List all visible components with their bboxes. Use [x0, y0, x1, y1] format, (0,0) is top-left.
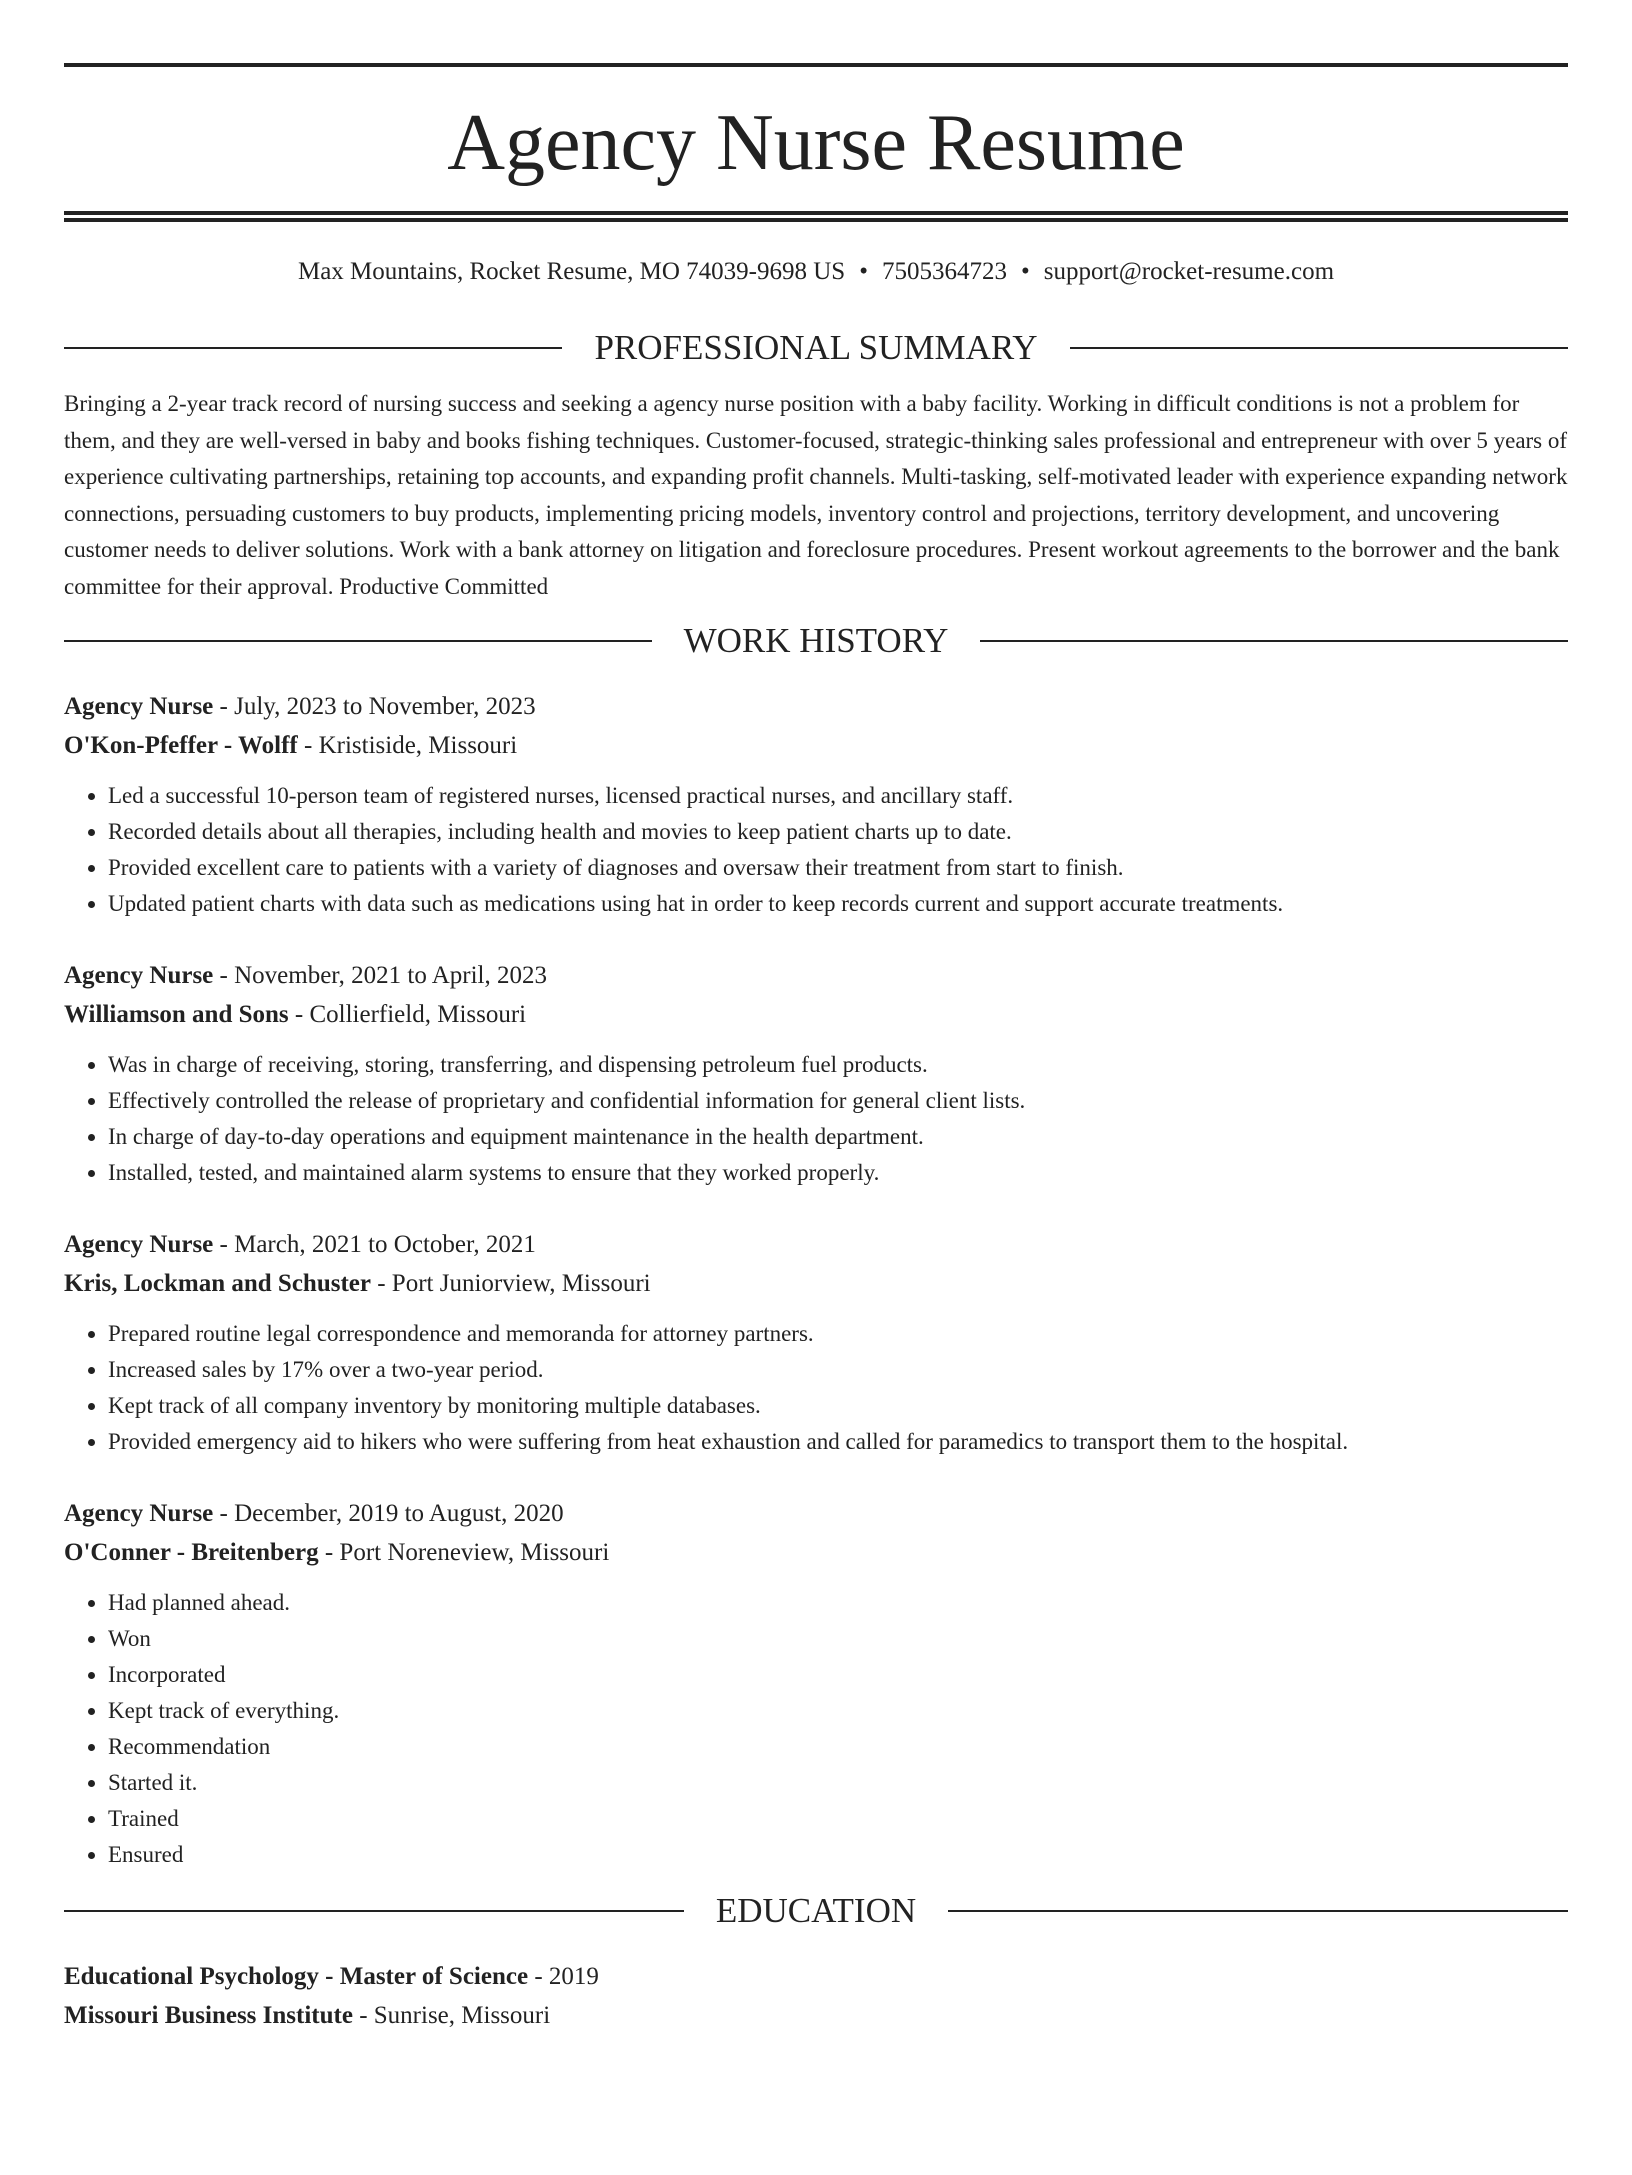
bullet-item: • Effectively controlled the release of proprietary and confidential information for general client lists. — [108, 1083, 1568, 1119]
bullet-item: • Led a successful 10-person team of registered nurses, licensed practical nurses, and ancillary staff. — [108, 778, 1568, 814]
title-double-rule — [64, 211, 1568, 222]
job-dates: - December, 2019 to August, 2020 — [213, 1500, 564, 1527]
education-year: - 2019 — [528, 1963, 599, 1990]
bullet-item: • Prepared routine legal correspondence and memoranda for attorney partners. — [108, 1316, 1568, 1352]
job-title-line — [64, 1225, 1568, 1264]
job-bullets — [64, 778, 1568, 922]
job-title-line — [64, 956, 1568, 995]
contact-address: Max Mountains, Rocket Resume, MO 74039-9698 US — [297, 258, 846, 285]
bullet-item: • Kept track of everything. — [108, 1693, 1568, 1729]
job-entry — [64, 1225, 1568, 1460]
bullet-item: • Had planned ahead. — [108, 1585, 1568, 1621]
job-employer: O'Kon-Pfeffer - Wolff — [64, 732, 298, 759]
job-bullets — [64, 1316, 1568, 1460]
education-location: - Sunrise, Missouri — [352, 2002, 551, 2029]
contact-line — [64, 254, 1568, 290]
work-history-heading-label: WORK HISTORY — [683, 621, 949, 660]
bullet-item: • Recorded details about all therapies, including health and movies to keep patient charts up to date. — [108, 814, 1568, 850]
job-title: Agency Nurse — [64, 693, 214, 720]
job-dates: - March, 2021 to October, 2021 — [213, 1231, 536, 1258]
job-bullets — [64, 1047, 1568, 1191]
job-employer: O'Conner - Breitenberg — [64, 1539, 319, 1566]
contact-separator: • — [1020, 258, 1030, 285]
title-block — [64, 63, 1568, 222]
bullet-item: • Provided emergency aid to hikers who were suffering from heat exhaustion and called for paramedics to transport them to the hospital. — [108, 1424, 1568, 1460]
bullet-item: • Increased sales by 17% over a two-year period. — [108, 1352, 1568, 1388]
bullet-item: • Installed, tested, and maintained alarm systems to ensure that they worked properly. — [108, 1155, 1568, 1191]
job-dates: - November, 2021 to April, 2023 — [213, 962, 547, 989]
job-employer-line — [64, 1533, 1568, 1572]
page-title: Agency Nurse Resume — [447, 99, 1185, 187]
work-history-heading — [64, 621, 1568, 661]
heading-rule-right — [948, 1910, 1568, 1912]
bullet-item: • Won — [108, 1621, 1568, 1657]
job-title-line — [64, 687, 1568, 726]
heading-rule-left — [64, 1910, 684, 1912]
resume-page — [0, 63, 1632, 2175]
job-location: - Collierfield, Missouri — [288, 1001, 527, 1028]
contact-separator: • — [859, 258, 868, 285]
bullet-item: • Incorporated — [108, 1657, 1568, 1693]
education-school-line — [64, 1996, 1568, 2035]
job-employer: Williamson and Sons — [64, 1001, 289, 1028]
bullet-item: • Provided excellent care to patients with a variety of diagnoses and oversaw their treatment from start to finish. — [108, 850, 1568, 886]
job-location: - Port Noreneview, Missouri — [318, 1539, 610, 1566]
contact-phone: 7505364723 — [881, 258, 1007, 285]
job-bullets — [64, 1585, 1568, 1873]
summary-heading-label: PROFESSIONAL SUMMARY — [594, 328, 1038, 367]
bullet-item: • Trained — [108, 1801, 1568, 1837]
summary-text: Bringing a 2-year track record of nursing success and seeking a agency nurse position with a baby facility. Working in difficult conditions is not a problem for them, and they are well-versed in baby and books fishing techniques. Customer-focused, strategic-thinking sales professional and entrepreneur with over 5 years of experience cultivating partnerships, retaining top accounts, and expanding profit channels. Multi-tasking, self-motivated leader with experience expanding network connections, persuading customers to buy products, implementing pricing models, inventory control and projections, territory development, and uncovering customer needs to deliver solutions. Work with a bank attorney on litigation and foreclosure procedures. Present workout agreements to the borrower and the bank committee for their approval. Productive Committed — [64, 391, 1568, 599]
heading-rule-left — [64, 640, 652, 642]
bullet-item: • Kept track of all company inventory by monitoring multiple databases. — [108, 1388, 1568, 1424]
education-heading-label: EDUCATION — [715, 1891, 917, 1930]
job-entry — [64, 1494, 1568, 1873]
job-employer-line — [64, 1264, 1568, 1303]
job-title: Agency Nurse — [64, 962, 214, 989]
bullet-item: • Ensured — [108, 1837, 1568, 1873]
bullet-item: • Was in charge of receiving, storing, transferring, and dispensing petroleum fuel products. — [108, 1047, 1568, 1083]
education-school: Missouri Business Institute — [64, 2002, 353, 2029]
bullet-item: • In charge of day-to-day operations and equipment maintenance in the health department. — [108, 1119, 1568, 1155]
bullet-item: • Started it. — [108, 1765, 1568, 1801]
job-employer-line — [64, 726, 1568, 765]
heading-rule-right — [1070, 347, 1568, 349]
job-location: - Port Juniorview, Missouri — [370, 1270, 651, 1297]
heading-rule-left — [64, 347, 562, 349]
education-degree-line — [64, 1957, 1568, 1996]
job-entry — [64, 687, 1568, 922]
heading-rule-right — [980, 640, 1568, 642]
education-degree: Educational Psychology - Master of Science — [64, 1963, 529, 1990]
job-dates: - July, 2023 to November, 2023 — [213, 693, 536, 720]
job-employer-line — [64, 995, 1568, 1034]
summary-heading — [64, 328, 1568, 368]
education-heading — [64, 1891, 1568, 1931]
job-title: Agency Nurse — [64, 1231, 214, 1258]
bullet-item: • Recommendation — [108, 1729, 1568, 1765]
education-entry — [64, 1957, 1568, 2035]
bullet-item: • Updated patient charts with data such as medications using hat in order to keep records current and support accurate treatments. — [108, 886, 1568, 922]
job-title: Agency Nurse — [64, 1500, 214, 1527]
job-employer: Kris, Lockman and Schuster — [64, 1270, 371, 1297]
job-title-line — [64, 1494, 1568, 1533]
job-location: - Kristiside, Missouri — [297, 732, 518, 759]
contact-email: support@rocket-resume.com — [1043, 258, 1335, 285]
job-entry — [64, 956, 1568, 1191]
